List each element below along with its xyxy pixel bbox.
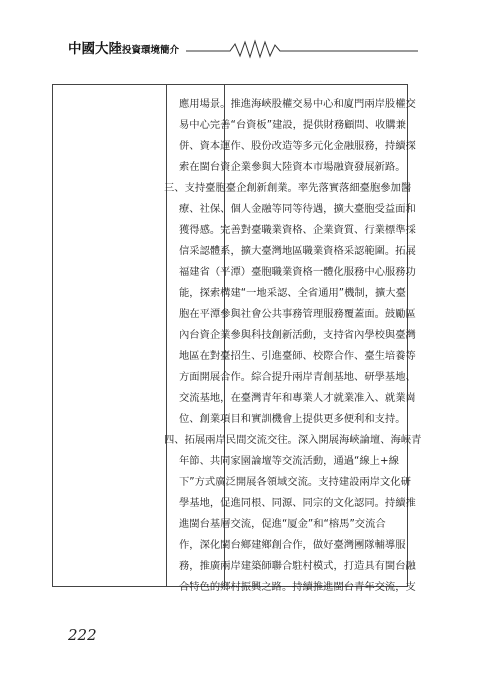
body-line: 內台資企業參與科技創新活動，支持省內學校與臺灣 (179, 329, 416, 341)
body-line: 療、社保、個人金融等同等待遇，擴大臺胞受益面和 (179, 203, 416, 215)
body-line: 獲得感。完善對臺職業資格、企業資質、行業標準採 (179, 224, 416, 236)
body-line: 下”方式廣泛開展各領域交流。支持建設兩岸文化研 (179, 476, 411, 488)
body-line: 福建省（平潭）臺胞職業資格一體化服務中心服務功 (179, 266, 416, 278)
body-line: 能，探索構建“一地采認、全省通用”機制，擴大臺 (179, 287, 406, 299)
running-header (68, 36, 418, 60)
body-line: 進閩台基層交流，促進“厦金”和“榕馬”交流合 (179, 518, 386, 530)
body-line: 信采認體系，擴大臺灣地區職業資格采認範圍。拓展 (179, 245, 416, 257)
body-line: 地區在對臺招生、引進臺師、校際合作、臺生培養等 (179, 350, 416, 362)
body-line: 易中心完善“台資板”建設，提供財務顧問、收購兼 (179, 119, 406, 131)
table-column-divider (166, 85, 167, 586)
body-line: 四、拓展兩岸民間交流交往。深入開展海峽論壇、海峽青 (164, 434, 422, 446)
body-line: 方面開展合作。綜合提升兩岸青創基地、研學基地、 (179, 371, 416, 383)
body-line: 三、支持臺胞臺企創新創業。率先落實落細臺胞參加醫 (164, 182, 412, 194)
body-line: 應用場景。推進海峽股權交易中心和廈門兩岸股權交 (179, 98, 416, 110)
body-line: 索在閩台資企業參與大陸資本市場融資發展新路。 (179, 161, 406, 173)
header-title-sub: 投資環境簡介 (122, 45, 180, 56)
page-number: 222 (68, 626, 97, 644)
body-line: 合特色的鄉村振興之路。持續推進閩台青年交流，支 (179, 581, 416, 593)
header-title-main: 中國大陸 (68, 41, 122, 57)
body-line: 學基地，促進同根、同源、同宗的文化認同。持續推 (179, 497, 416, 509)
body-line: 位、創業項目和實訓機會上提供更多便利和支持。 (179, 413, 406, 425)
content-table (52, 84, 422, 593)
header-pulse-line-icon (68, 36, 418, 60)
body-line: 交流基地，在臺灣青年和專業人才就業准入、就業崗 (179, 392, 416, 404)
body-line: 務，推廣兩岸建築師聯合駐村模式，打造具有閩台融 (179, 560, 416, 572)
body-line: 併、資本運作、股份改造等多元化金融服務，持續探 (179, 140, 416, 152)
body-line: 胞在平潭參與社會公共事務管理服務覆蓋面。鼓勵區 (179, 308, 416, 320)
body-line: 作，深化閩台鄉建鄉創合作，做好臺灣團隊輔導服 (179, 539, 406, 551)
body-line: 年節、共同家園論壇等交流活動，通過“線上+線 (179, 455, 399, 467)
